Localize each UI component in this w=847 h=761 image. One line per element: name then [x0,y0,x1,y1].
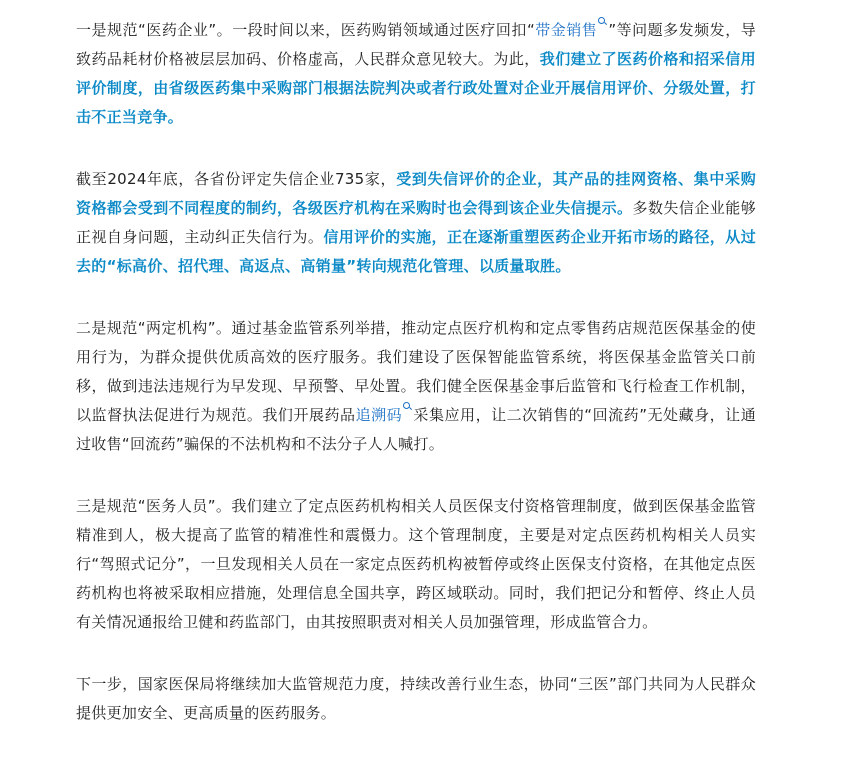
paragraph-designated-institutions [76,314,756,459]
paragraph-credit-evaluation [76,165,756,281]
paragraph-text: 一是规范“医药企业”。一段时间以来，医药购销领域通过医疗回扣“ [76,21,536,39]
article-body [76,16,756,761]
paragraph-next-steps [76,670,756,728]
paragraph-text: 下一步，国家医保局将继续加大监管规范力度，持续改善行业生态，协同“三医”部门共同为人民群众提供更加安全、更高质量的医药服务。 [76,675,756,722]
paragraph-text: 采集应用，让二次销售的“回流药”无处藏身，让通过收售“回流药”骗保的不法机构和不法分子人人喊打。 [76,406,756,453]
keyword-link-zhuisu-ma[interactable]: 追溯码 [355,406,403,424]
highlighted-text: 我们建立了医药价格和招采信用评价制度，由省级医药集中采购部门根据法院判决或者行政处置对企业开展信用评价、分级处置，打击不正当竞争。 [76,50,756,126]
highlighted-text: 受到失信评价的企业，其产品的挂网资格、集中采购资格都会受到不同程度的制约，各级医疗机构在采购时也会得到该企业失信提示。 [76,170,756,217]
paragraph-text: 截至2024年底，各省份评定失信企业735家， [76,170,397,188]
paragraph-text: 三是规范“医务人员”。我们建立了定点医药机构相关人员医保支付资格管理制度，做到医保基金监管精准到人，极大提高了监管的精准性和震慑力。这个管理制度，主要是对定点医药机构相关人员实行“驾照式记分”，一旦发现相关人员在一家定点医药机构被暂停或终止医保支付资格，在其他定点医药机构也将被采取相应措施，处理信息全国共享，跨区域联动。同时，我们把记分和暂停、终止人员有关情况通报给卫健和药监部门，由其按照职责对相关人员加强管理，形成监管合力。 [76,497,756,631]
paragraph-medical-staff [76,492,756,637]
search-icon[interactable] [403,402,412,411]
paragraph-text: 二是规范“两定机构”。通过基金监管系列举措，推动定点医疗机构和定点零售药店规范医保基金的使用行为，为群众提供优质高效的医疗服务。我们建设了医保智能监管系统，将医保基金监管关口前移，做到违法违规行为早发现、早预警、早处置。我们健全医保基金事后监管和飞行检查工作机制，以监督执法促进行为规范。我们开展药品 [76,319,756,424]
keyword-link-daijin-xiaoshou[interactable]: 带金销售 [535,21,598,39]
paragraph-text: 多数失信企业能够正视自身问题，主动纠正失信行为。 [76,199,756,246]
paragraph-text: ”等问题多发频发，导致药品耗材价格被层层加码、价格虚高，人民群众意见较大。为此， [76,21,757,68]
search-icon[interactable] [598,17,607,26]
paragraph-pharma-enterprises [76,16,756,132]
highlighted-text: 信用评价的实施，正在逐渐重塑医药企业开拓市场的路径，从过去的“标高价、招代理、高返点、高销量”转向规范化管理、以质量取胜。 [76,228,756,275]
